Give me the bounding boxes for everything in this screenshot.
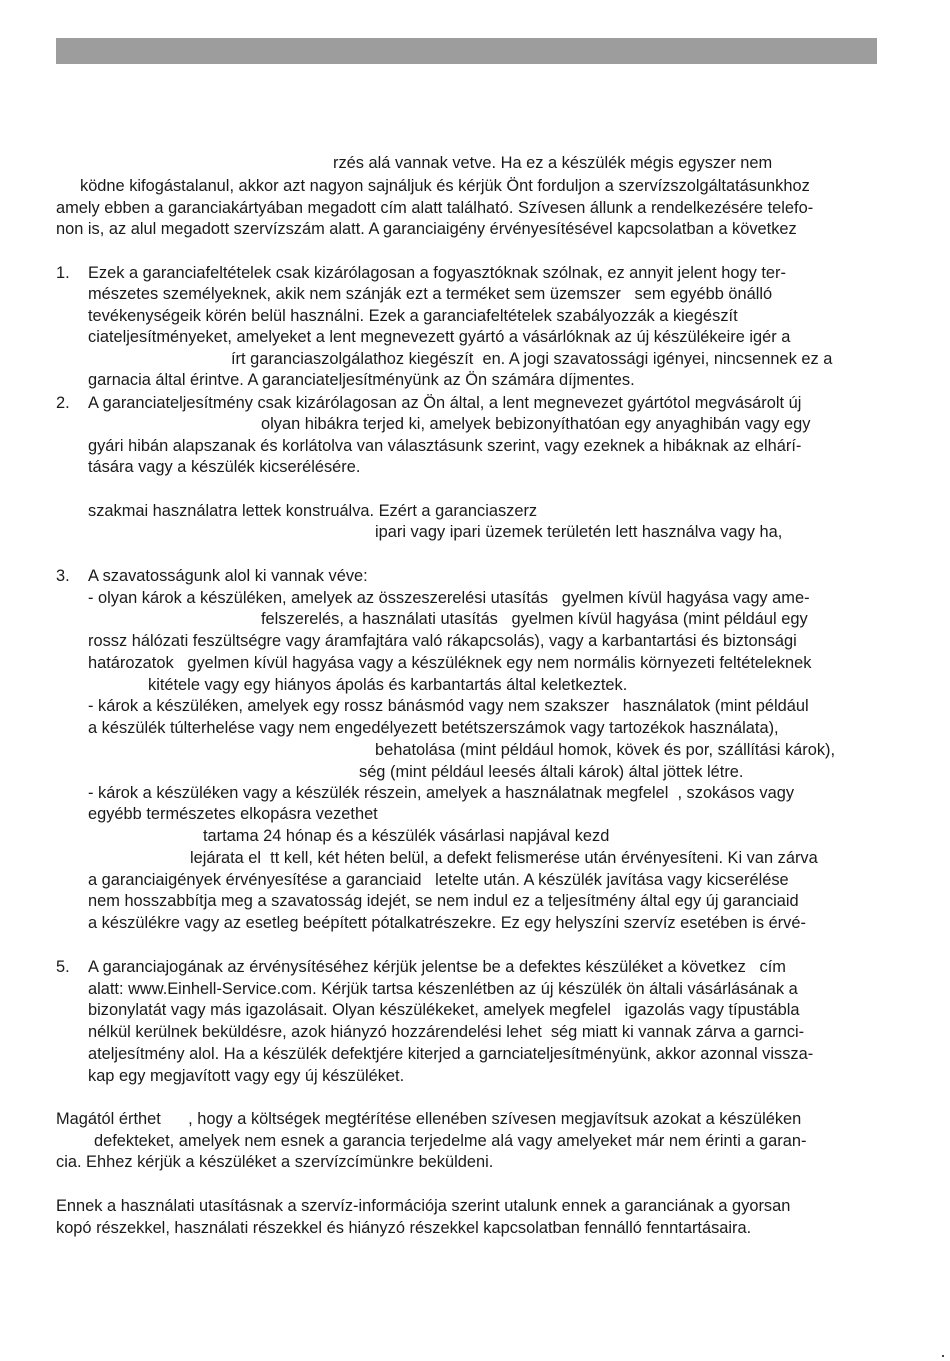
header-bar <box>56 38 877 64</box>
list-item-line: behatolása (mint például homok, kövek és por, szállítási károk), <box>375 741 836 759</box>
list-item-line: garnacia által érintve. A garanciateljesítményünk az Ön számára díjmentes. <box>88 371 635 389</box>
list-item-line: gyári hibán alapszanak és korlátolva van választásunk szerint, vagy ezeknek a hibáknak az elhárí- <box>88 437 802 455</box>
list-item-line: olyan hibákra terjed ki, amelyek bebizonyíthatóan egy anyaghibán vagy egy <box>261 415 811 433</box>
list-item-line: a készülék túlterhelése vagy nem engedélyezett betétszerszámok vagy tartozékok használata), <box>88 719 779 737</box>
list-item-number: 5. <box>56 958 70 976</box>
list-item-line: felszerelés, a használati utasítás gyelmen kívül hagyása (mint például egy <box>261 610 808 628</box>
list-item-number: 2. <box>56 394 70 412</box>
list-item-line: A garanciateljesítmény csak kizárólagosan az Ön által, a lent megnevezet gyártótol megvásárolt új <box>88 394 802 412</box>
list-item-line: kitétele vagy egy hiányos ápolás és karbantartás által keletkeztek. <box>148 676 628 694</box>
list-item-line: nélkül kerülnek beküldésre, azok hiányzó hozzárendelési lehet ség miatt ki vannak zárva a garnci- <box>88 1023 805 1041</box>
intro-line: amely ebben a garanciakártyában megadott cím alatt található. Szívesen állunk a rendelkezésére telefo- <box>56 199 814 217</box>
list-item-line: kap egy megjavított vagy egy új készüléket. <box>88 1067 405 1085</box>
list-item-line: ateljesítmény alol. Ha a készülék defektjére kiterjed a garnciateljesítményünk, akkor azonnal vissza- <box>88 1045 814 1063</box>
list-item-line: a készülékre vagy az esetleg beépített pótalkatrészekre. Ez egy helyszíni szervíz esetében is érvé- <box>88 914 806 932</box>
final-line: Ennek a használati utasításnak a szervíz-információja szerint utalunk ennek a garanciának a gyorsan <box>56 1197 791 1215</box>
list-item-line: szakmai használatra lettek konstruálva. Ezért a garanciaszerz <box>88 502 538 520</box>
list-item-number: 3. <box>56 567 70 585</box>
list-item-line: rossz hálózati feszültségre vagy áramfajtára való rákapcsolás), vagy a karbantartási és biztonsági <box>88 632 797 650</box>
list-item-line: Ezek a garanciafeltételek csak kizárólagosan a fogyasztóknak szólnak, ez annyit jelent hogy ter- <box>88 264 786 282</box>
list-item-line: A szavatosságunk alol ki vannak véve: <box>88 567 368 585</box>
list-item-line: ciateljesítményeket, amelyeket a lent megnevezett gyártó a vásárlóknak az új készülékeire igér a <box>88 328 791 346</box>
list-item-line: nem hosszabbítja meg a szavatosság idejét, se nem indul ez a teljesítmény által egy új garanciaid <box>88 892 799 910</box>
list-item-line: ipari vagy ipari üzemek területén lett használva vagy ha, <box>375 523 783 541</box>
list-item-line: egyébb természetes elkopásra vezethet <box>88 805 378 823</box>
intro-line: non is, az alul megadott szervízszám alatt. A garanciaigény érvényesítésével kapcsolatban a következ <box>56 220 797 238</box>
list-item-line: tevékenységeik körén belül használni. Ezek a garanciafeltételek szabályozzák a kiegészít <box>88 307 738 325</box>
list-item-line: határozatok gyelmen kívül hagyása vagy a készüléknek egy nem normális környezeti feltételeknek <box>88 654 812 672</box>
list-item-line: - károk a készüléken vagy a készülék részein, amelyek a használatnak megfelel , szokásos vagy <box>88 784 795 802</box>
list-item-line: tására vagy a készülék kicserélésére. <box>88 458 361 476</box>
closing-line: Magától érthet , hogy a költségek megtérítése ellenében szívesen megjavítsuk azokat a készüléken <box>56 1110 802 1128</box>
list-item-line: tartama 24 hónap és a készülék vásárlasi napjával kezd <box>203 827 610 845</box>
list-item-line: a garanciaigények érvényesítése a garanciaid letelte után. A készülék javítása vagy kicserélése <box>88 871 789 889</box>
list-item-number: 1. <box>56 264 70 282</box>
list-item-line: alatt: www.Einhell-Service.com. Kérjük tartsa készenlétben az új készülék ön általi vásárlásának a <box>88 980 798 998</box>
list-item-line: bizonylatát vagy más igazolásait. Olyan készülékeket, amelyek megfelel igazolás vagy típustábla <box>88 1001 800 1019</box>
intro-line: ködne kifogástalanul, akkor azt nagyon sajnáljuk és kérjük Önt forduljon a szervízszolgáltatásunkhoz <box>80 177 810 195</box>
list-item-line: ség (mint például leesés általi károk) által jöttek létre. <box>359 763 744 781</box>
list-item-line: A garanciajogának az érvénysítéséhez kérjük jelentse be a defektes készüléket a következ cím <box>88 958 786 976</box>
corner-mark <box>942 1355 944 1357</box>
closing-line: defekteket, amelyek nem esnek a garancia terjedelme alá vagy amelyeket már nem érinti a garan- <box>94 1132 807 1150</box>
list-item-line: mészetes személyeknek, akik nem szánják ezt a terméket sem üzemszer sem egyébb önálló <box>88 285 773 303</box>
list-item-line: lejárata el tt kell, két héten belül, a defekt felismerése után érvényesíteni. Ki van zárva <box>190 849 818 867</box>
closing-line: cia. Ehhez kérjük a készüléket a szervízcímünkre beküldeni. <box>56 1153 494 1171</box>
final-line: kopó részekkel, használati részekkel és hiányzó részekkel kapcsolatban fennálló fenntartásaira. <box>56 1219 752 1237</box>
list-item-line: írt garanciaszolgálathoz kiegészít en. A jogi szavatossági igényei, nincsennek ez a <box>231 350 833 368</box>
intro-line: rzés alá vannak vetve. Ha ez a készülék mégis egyszer nem <box>333 154 773 172</box>
list-item-line: - károk a készüléken, amelyek egy rossz bánásmód vagy nem szakszer használatok (mint például <box>88 697 809 715</box>
list-item-line: - olyan károk a készüléken, amelyek az összeszerelési utasítás gyelmen kívül hagyása vagy ame- <box>88 589 810 607</box>
